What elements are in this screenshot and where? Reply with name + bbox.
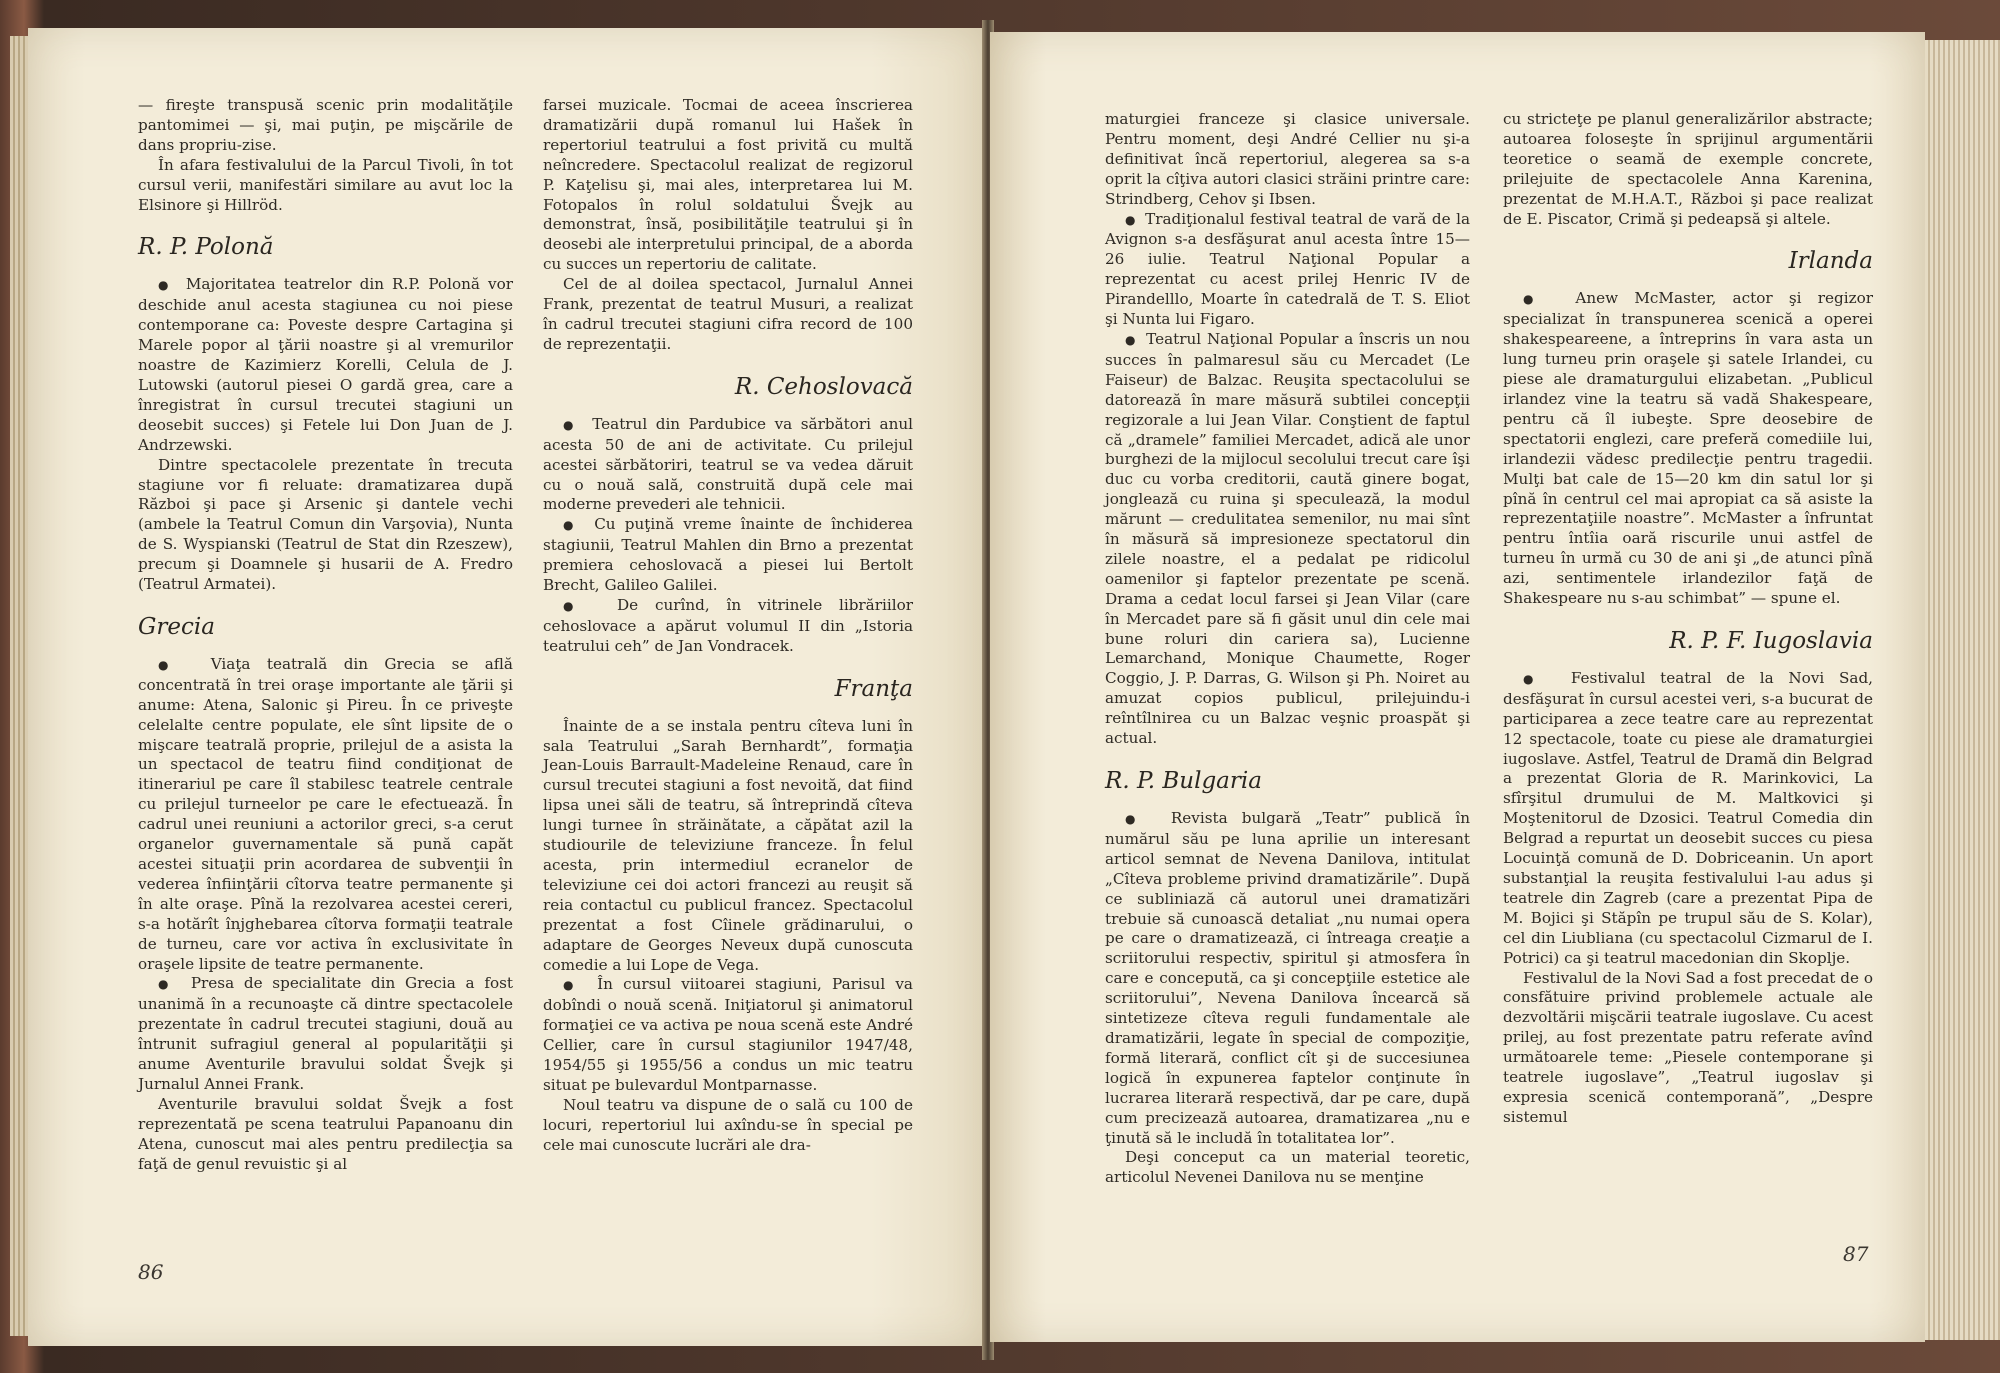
left-page-edges	[10, 36, 28, 1336]
paragraph: ● Viaţa teatrală din Grecia se află concentrată în trei oraşe importante ale ţării şi anume: Atena, Salonic şi Pireu. În ce priveşte celelalte centre populate, ele sînt lipsite de o mişcare teatrală proprie, prilejul de a asista la un spectacol de teatru fiind condiţionat de itinerariul pe care îl stabilesc teatrele centrale cu prilejul turneelor pe care le efectuează. În cadrul unei reuniuni a actorilor greci, s-a cerut organelor guvernamentale să pună capăt acestei situaţii prin acordarea de subvenţii în vederea înfiinţării cîtorva teatre permanente şi în alte oraşe. Pînă la rezolvarea acestei cereri, s-a hotărît înjghebarea cîtorva formaţii teatrale de turneu, care vor activa în exclusivitate în oraşele lipsite de teatre permanente.	[138, 655, 513, 975]
page-number-right: 87	[1843, 1242, 1869, 1266]
left-page-column-2	[543, 96, 913, 1156]
paragraph: ● Presa de specialitate din Grecia a fost unanimă în a recunoaşte că dintre spectacolele prezentate în cadrul trecutei stagiuni, două au întrunit sufragiul general al popularităţii şi anume Aventurile bravului soldat Švejk şi Jurnalul Annei Frank.	[138, 974, 513, 1094]
paragraph: ● Anew McMaster, actor şi regizor specializat în transpunerea scenică a operei shakespeareene, a întreprins în vara asta un lung turneu prin oraşele şi satele Irlandei, cu piese ale dramaturgului elizabetan. „Publicul irlandez vine la teatru să vadă Shakespeare, pentru că îl iubeşte. Spre deosebire de spectatorii englezi, care preferă comediile lui, irlandezii vădesc predilecţie pentru tragedii. Mulţi bat cale de 15—20 km din satul lor şi pînă în centrul cel mai apropiat ca să asiste la reprezentaţiile noastre”. McMaster a înfruntat pentru întîia oară riscurile unui astfel de turneu în urmă cu 30 de ani şi „de atunci pînă azi, sentimentele irlandezilor faţă de Shakespeare nu s-au schimbat” — spune el.	[1503, 289, 1873, 609]
section-heading-franta: Franţa	[834, 675, 913, 702]
left-page	[28, 28, 986, 1346]
section-heading-bulgaria: R. P. Bulgaria	[1105, 768, 1262, 794]
left-page-column-1	[138, 96, 513, 1175]
paragraph: În afara festivalului de la Parcul Tivoli, în tot cursul verii, manifestări similare au avut loc la Elsinore şi Hillröd.	[138, 155, 513, 214]
paragraph: cu stricteţe pe planul generalizărilor abstracte; autoarea foloseşte în sprijinul argumentării teoretice o seamă de exemple concrete, prilejuite de spectacolele Anna Karenina, prezentat de M.H.A.T., Război şi pace realizat de E. Piscator, Crimă şi pedeapsă şi altele.	[1503, 110, 1873, 228]
section-heading-grecia: Grecia	[138, 613, 215, 640]
paragraph: ● Teatrul din Pardubice va sărbători anul acesta 50 de ani de activitate. Cu prilejul acestei sărbătoriri, teatrul se va vedea dăruit cu o nouă sală, construită după cele mai moderne prevederi ale tehnicii.	[543, 415, 913, 516]
paragraph: farsei muzicale. Tocmai de aceea înscrierea dramatizării după romanul lui Hašek în repertoriul teatrului a fost privită cu multă neîncredere. Spectacolul realizat de regizorul P. Kaţelisu şi, mai ales, interpretarea lui M. Fotopalos în rolul soldatului Švejk au demonstrat, însă, posibilităţile teatrului şi în deosebi ale interpretului principal, de a aborda cu succes un repertoriu de calitate.	[543, 96, 913, 274]
paragraph: ● Festivalul teatral de la Novi Sad, desfăşurat în cursul acestei veri, s-a bucurat de participarea a zece teatre care au reprezentat 12 spectacole, toate cu piese ale dramaturgiei iugoslave. Astfel, Teatrul de Dramă din Belgrad a prezentat Gloria de R. Marinkovici, La sfîrşitul drumului de M. Maltkovici şi Moştenitorul de Dzosici. Teatrul Comedia din Belgrad a repurtat un deosebit succes cu piesa Locuinţă comună de D. Dobriceanin. Un aport substanţial la reuşita festivalului l-au adus şi teatrele din Zagreb (care a prezentat Pipa de M. Bojici şi Stăpîn pe trupul său de S. Kolar), cel din Liubliana (cu spectacolul Cizmarul de I. Potrici) ca şi teatrul macedonian din Skoplje.	[1503, 669, 1873, 969]
paragraph: ● Majoritatea teatrelor din R.P. Polonă vor deschide anul acesta stagiunea cu noi piese contemporane ca: Poveste despre Cartagina şi Marele popor al ţării noastre şi al vremurilor noastre de Kazimierz Korelli, Celula de J. Lutowski (autorul piesei O gardă grea, care a înregistrat în cursul trecutei stagiuni un deosebit succes) şi Fetele lui Don Juan de J. Andrzewski.	[138, 275, 513, 455]
paragraph: ● Cu puţină vreme înainte de închiderea stagiunii, Teatrul Mahlen din Brno a prezentat premiera cehoslovacă a piesei lui Bertolt Brecht, Galileo Galilei.	[543, 515, 913, 596]
page-number-left: 86	[138, 1260, 164, 1284]
section-heading-irlanda: Irlanda	[1788, 248, 1873, 275]
paragraph: Dintre spectacolele prezentate în trecuta stagiune vor fi reluate: dramatizarea după Război şi pace şi Arsenic şi dantele vechi (ambele la Teatrul Comun din Varşovia), Nunta de S. Wyspianski (Teatrul de Stat din Rzeszew), precum şi Doamnele şi husarii de A. Fredro (Teatrul Armatei).	[138, 455, 513, 594]
section-heading-iugoslavia: R. P. F. Iugoslavia	[1669, 627, 1873, 654]
right-page-edges	[1925, 40, 2000, 1340]
paragraph: Festivalul de la Novi Sad a fost precedat de o consfătuire privind problemele actuale ale dezvoltării mişcării teatrale iugoslave. Cu acest prilej, au fost prezentate patru referate avînd următoarele teme: „Piesele contemporane şi teatrele iugoslave”, „Teatrul iugoslav şi expresia scenică contemporană”, „Despre sistemul	[1503, 968, 1873, 1126]
paragraph: Aventurile bravului soldat Švejk a fost reprezentată pe scena teatrului Papanoanu din Atena, cunoscut mai ales pentru predilecţia sa faţă de genul revuistic şi al	[138, 1094, 513, 1173]
right-page-column-1	[1105, 110, 1470, 1188]
paragraph: ● Revista bulgară „Teatr” publică în numărul său pe luna aprilie un interesant articol semnat de Nevena Danilova, intitulat „Cîteva probleme privind dramatizările”. După ce subliniază că autorul unei dramatizări trebuie să cunoască detaliat „nu numai opera pe care o dramatizează, ci întreaga creaţie a scriitorului respectiv, spiritul şi atmosfera în care e concepută, ca şi concepţiile estetice ale scriitorului”, Nevena Danilova încearcă să sintetizeze cîteva reguli fundamentale ale dramatizării, legate în special de compoziţie, formă literară, conflict cît şi de succesiunea logică în expunerea faptelor conţinute în lucrarea literară respectivă, dar pe care, după cum precizează autoarea, dramatizarea „nu e ţinută să le includă în totalitatea lor”.	[1105, 809, 1470, 1148]
paragraph: Cel de al doilea spectacol, Jurnalul Annei Frank, prezentat de teatrul Musuri, a realizat în cadrul trecutei stagiuni cifra record de 100 de reprezentaţii.	[543, 275, 913, 353]
paragraph: — fireşte transpusă scenic prin modalităţile pantomimei — şi, mai puţin, pe mişcările de dans propriu-zise.	[138, 96, 513, 154]
section-heading-cehoslovacia: R. Cehoslovacă	[734, 373, 913, 400]
paragraph: Noul teatru va dispune de o sală cu 100 de locuri, repertoriul lui axîndu-se în special pe cele mai cunoscute lucrări ale dra-	[543, 1095, 913, 1154]
paragraph: ● De curînd, în vitrinele librăriilor cehoslovace a apărut volumul II din „Istoria teatrului ceh” de Jan Vondracek.	[543, 596, 913, 657]
paragraph: ● În cursul viitoarei stagiuni, Parisul va dobîndi o nouă scenă. Iniţiatorul şi animatorul formaţiei ce va activa pe noua scenă este André Cellier, care în cursul stagiunilor 1947/48, 1954/55 şi 1955/56 a condus un mic teatru situat pe bulevardul Montparnasse.	[543, 975, 913, 1095]
right-page-column-2	[1503, 110, 1873, 1128]
paragraph: ● Teatrul Naţional Popular a înscris un nou succes în palmaresul său cu Mercadet (Le Faiseur) de Balzac. Reuşita spectacolului se datorează în mare măsură subtilei concepţii regizorale a lui Jean Vilar. Conştient de faptul că „dramele” familiei Mercadet, adică ale unor burghezi de la mijlocul secolului trecut care îşi duc cu vorba creditorii, caută ginere bogat, jonglează cu ruina şi speculează, la modul mărunt — credulitatea semenilor, nu mai sînt în măsură să impresioneze spectatorul din zilele noastre, el a pedalat pe ridicolul oamenilor şi faptelor prezentate pe scenă. Drama a cedat locul farsei şi Jean Vilar (care în Mercadet pare să fi găsit unul din cele mai bune roluri din cariera sa), Lucienne Lemarchand, Monique Chaumette, Roger Coggio, J. P. Darras, G. Wilson şi Ph. Noiret au amuzat copios publicul, prilejuindu-i reîntîlnirea cu un Balzac veşnic proaspăt şi actual.	[1105, 330, 1470, 749]
paragraph: ● Tradiţionalul festival teatral de vară de la Avignon s-a desfăşurat anul acesta între 15—26 iulie. Teatrul Naţional Popular a reprezentat cu acest prilej Henric IV de Pirandelllo, Moarte în catedrală de T. S. Eliot şi Nunta lui Figaro.	[1105, 210, 1470, 330]
section-heading-polonia: R. P. Polonă	[138, 234, 274, 261]
paragraph: Înainte de a se instala pentru cîteva luni în sala Teatrului „Sarah Bernhardt”, formaţia Jean-Louis Barrault-Madeleine Renaud, care în cursul trecutei stagiuni a fost nevoită, dat fiind lipsa unei săli de teatru, să întreprindă cîteva lungi turnee în străinătate, a căpătat azil la studiourile de televiziune franceze. În felul acesta, prin intermediul ecranelor de televiziune cei doi actori francezi au reuşit să reia contactul cu publicul francez. Spectacolul prezentat a fost Cîinele grădinarului, o adaptare de Georges Neveux după cunoscuta comedie a lui Lope de Vega.	[543, 716, 913, 974]
paragraph: Deşi conceput ca un material teoretic, articolul Nevenei Danilova nu se menţine	[1105, 1148, 1470, 1187]
right-page	[990, 32, 1925, 1342]
paragraph: maturgiei franceze şi clasice universale. Pentru moment, deşi André Cellier nu şi-a definitivat încă repertoriul, alegerea sa s-a oprit la cîţiva autori clasici străini printre care: Strindberg, Cehov şi Ibsen.	[1105, 110, 1470, 208]
